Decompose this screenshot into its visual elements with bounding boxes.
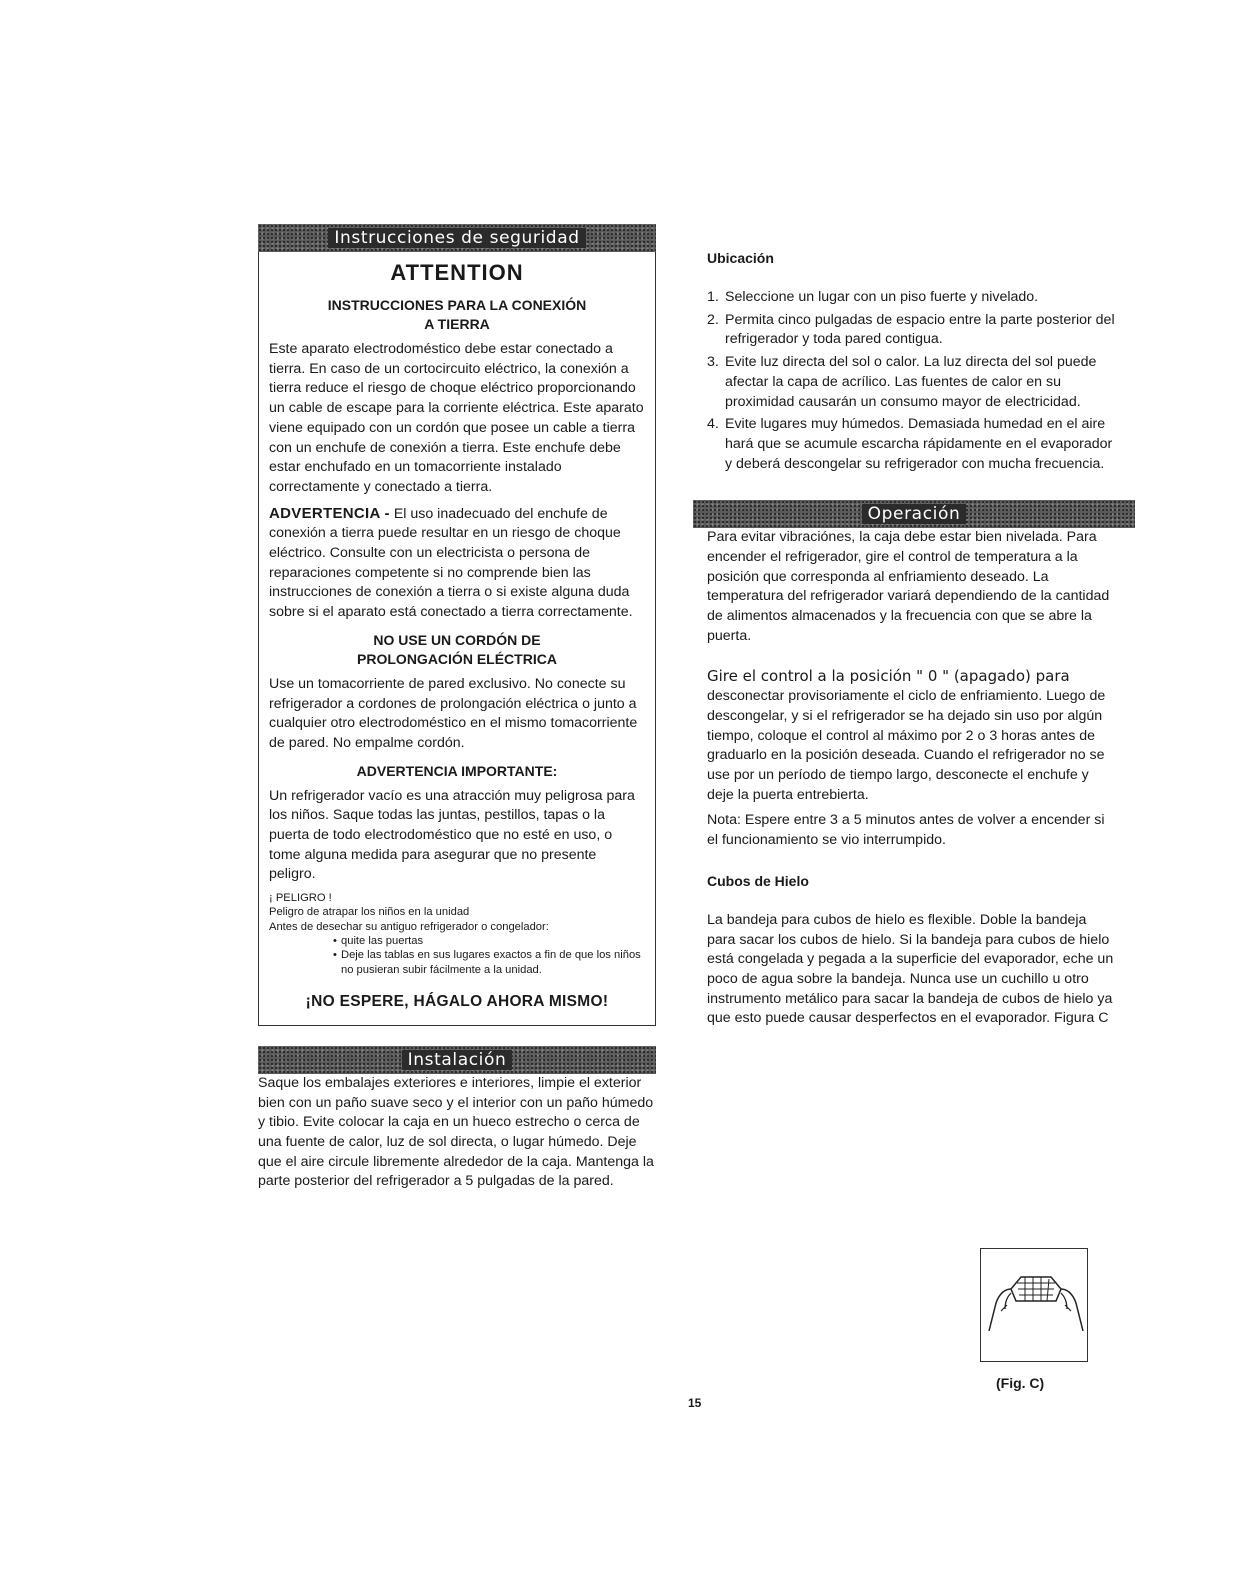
ice-tray-figure [980, 1248, 1088, 1362]
warning-text: El uso inadecuado del enchufe de conexión a tierra puede resultar en un riesgo de choque eléctrico. Consulte con un electricista o persona de reparaciones competente si no comprende bien las instrucciones de conexión a tierra o si existe alguna duda sobre si el aparato está conectado a tierra correctamente. [269, 505, 633, 621]
installation-banner-title: Instalación [402, 1050, 513, 1070]
step-text: Seleccione un lugar con un piso fuerte y nivelado. [725, 289, 1039, 305]
shutdown-lead: Gire el control a la posición " 0 " (apagado) para [707, 666, 1070, 685]
extension-heading [269, 631, 645, 669]
step-number: 2. [707, 311, 719, 328]
installation-banner [258, 1046, 656, 1074]
danger-notice [269, 891, 645, 977]
attention-title: ATTENTION [390, 260, 524, 285]
shutdown-text: desconectar provisoriamente el ciclo de enfriamiento. Luego de descongelar, y si el refrigerador se ha dejado sin uso por algún tiempo, coloque el control al máximo por 2 o 3 horas antes de graduarlo en la posición deseada. Cuando el refrigerador no se use por un período de tiempo largo, desconecte el enchufe y deje la puerta entrebierta. [707, 688, 1106, 803]
attention-box [258, 252, 656, 1026]
final-warning: ¡NO ESPERE, HÁGALO AHORA MISMO! [305, 992, 609, 1010]
warning-paragraph [269, 504, 645, 623]
danger-bullet: • Deje las tablas en sus lugares exactos a fin de que los niños no pusieran subir fácilmente a la unidad. [341, 948, 645, 977]
grounding-heading [269, 296, 645, 334]
danger-line-2: Antes de desechar su antiguo refrigerador o congelador: [269, 920, 549, 933]
extension-text: Use un tomacorriente de pared exclusivo. No conecte su refrigerador a cordones de prolongación eléctrica o junto a cualquier otro electrodoméstico en el mismo tomacorriente de pared. No empalme cordón. [269, 675, 638, 751]
safety-banner [258, 224, 656, 252]
location-step [707, 311, 1117, 350]
right-column [707, 250, 1117, 1035]
danger-bullet: • quite las puertas [341, 934, 645, 948]
ice-tray-hands-icon [981, 1249, 1087, 1361]
extension-heading-line2: PROLONGACIÓN ELÉCTRICA [357, 650, 557, 667]
danger-line-1: Peligro de atrapar los niños en la unidad [269, 906, 470, 919]
location-step [707, 288, 1117, 308]
left-column [258, 224, 656, 1198]
step-number: 3. [707, 354, 719, 371]
figure-caption: (Fig. C) [996, 1375, 1045, 1391]
location-step [707, 353, 1117, 412]
installation-text: Saque los embalajes exteriores e interiores, limpie el exterior bien con un paño suave seco y el interior con un paño húmedo y tibio. Evite colocar la caja en un hueco estrecho o cerca de una fuente de calor, luz de sol directa, o lugar húmedo. Deje que el aire circule libremente alrededor de la caja. Mantenga la parte posterior del refrigerador a 5 pulgadas de la pared. [258, 1074, 654, 1190]
operation-text: Para evitar vibraciónes, la caja debe estar bien nivelada. Para encender el refrigerador, gire el control de temperatura a la posición que corresponda al enfriamiento deseado. La temperatura del refrigerador variará dependiendo de la cantidad de alimentos almacenados y la frecuencia con que se abre la puerta. [707, 529, 1110, 644]
shutdown-paragraph [707, 667, 1117, 806]
danger-title: ¡ PELIGRO ! [269, 892, 332, 905]
ice-heading: Cubos de Hielo [707, 872, 809, 889]
ice-text: La bandeja para cubos de hielo es flexible. Doble la bandeja para sacar los cubos de hielo. Si la bandeja para cubos de hielo está congelada y pegada a la superficie del evaporador, eche un poco de agua sobre la bandeja. Nunca use un cuchillo u otro instrumento metálico para sacar la bandeja de cubos de hielo ya que esto puede causar desperfectos en el evaporador. Figura C [707, 911, 1114, 1027]
safety-banner-title: Instrucciones de seguridad [328, 228, 585, 248]
important-text: Un refrigerador vacío es una atracción muy peligrosa para los niños. Saque todas las juntas, pestillos, tapas o la puerta de todo electrodoméstico que no esté en uso, o tome alguna medida para asegurar que no presente peligro. [269, 787, 635, 883]
step-text: Evite luz directa del sol o calor. La luz directa del sol puede afectar la capa de acrílico. Las fuentes de calor en su proximidad causarán un consumo mayor de electricidad. [725, 354, 1097, 410]
step-text: Evite lugares muy húmedos. Demasiada humedad en el aire hará que se acumule escarcha rápidamente en el evaporador y deberá descongelar su refrigerador con mucha frecuencia. [725, 416, 1113, 472]
location-steps [707, 288, 1117, 474]
grounding-heading-line2: A TIERRA [424, 316, 490, 332]
location-heading: Ubicación [707, 250, 774, 266]
important-heading: ADVERTENCIA IMPORTANTE: [356, 762, 558, 779]
step-text: Permita cinco pulgadas de espacio entre la parte posterior del refrigerador y toda pared contigua. [725, 311, 1115, 348]
step-number: 1. [707, 289, 719, 305]
operation-banner-title: Operación [862, 504, 967, 524]
operation-note: Nota: Espere entre 3 a 5 minutos antes de volver a encender si el funcionamiento se vio interrumpido. [707, 812, 1105, 849]
danger-bullets [269, 934, 645, 977]
warning-lead: ADVERTENCIA - [269, 504, 390, 522]
operation-banner [693, 500, 1135, 528]
step-number: 4. [707, 416, 719, 433]
grounding-heading-line1: INSTRUCCIONES PARA LA CONEXIÓN [327, 297, 587, 313]
page-number: 15 [688, 1396, 702, 1410]
location-step [707, 415, 1117, 474]
extension-heading-line1: NO USE UN CORDÓN DE [373, 631, 541, 648]
grounding-text: Este aparato electrodoméstico debe estar conectado a tierra. En caso de un cortocircuito eléctrico, la conexión a tierra reduce el riesgo de choque eléctrico proporcionando un cable de escape para la corriente eléctrica. Este aparato viene equipado con un cordón que posee un cable a tierra con un enchufe de conexión a tierra. Este enchufe debe estar enchufado en un tomacorriente instalado correctamente y conectado a tierra. [269, 341, 644, 495]
